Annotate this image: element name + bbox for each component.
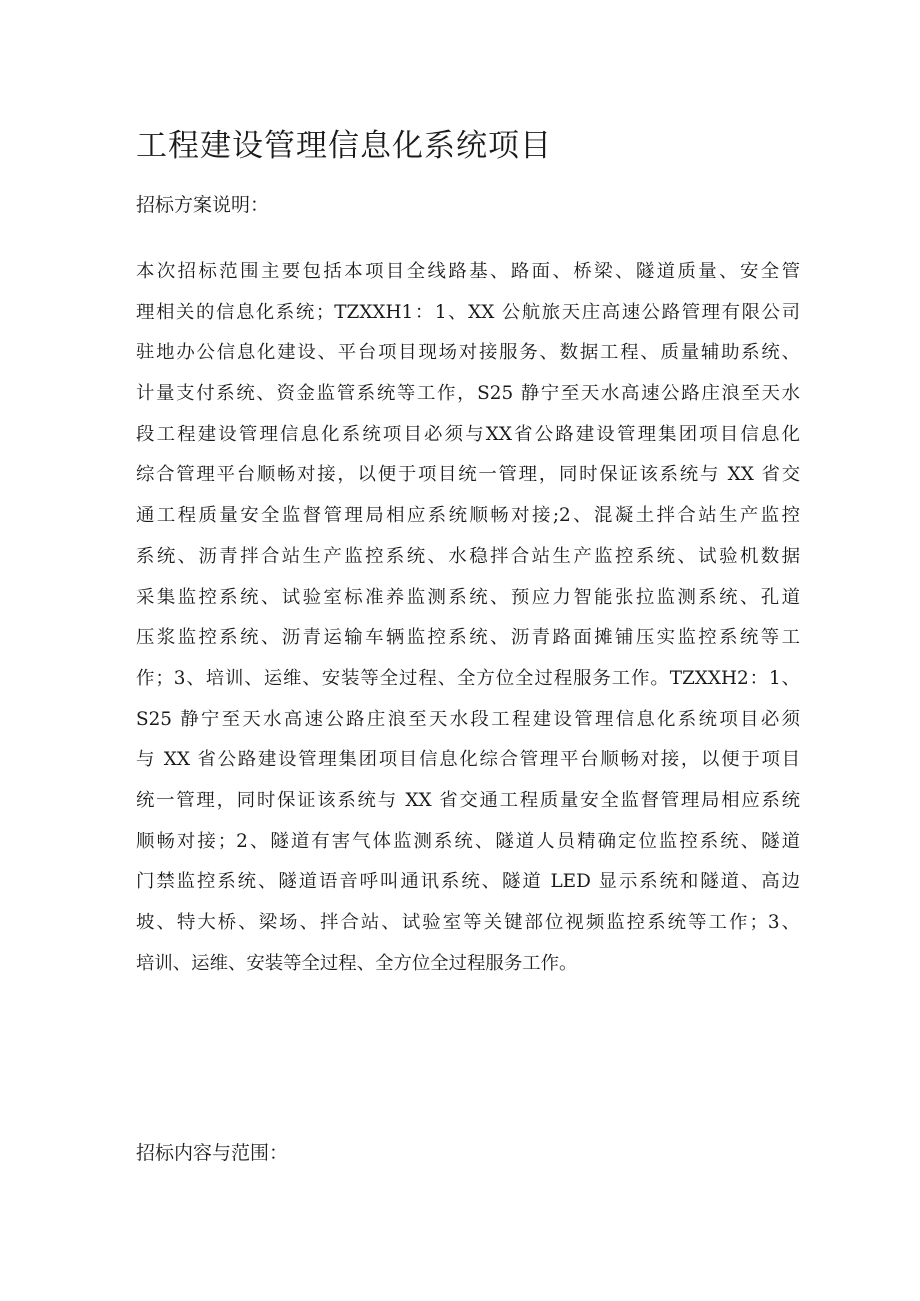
paragraph-line: 与 XX 省公路建设管理集团项目信息化综合管理平台顺畅对接，以便于项目 bbox=[136, 749, 800, 771]
paragraph-line: S25 静宁至天水高速公路庄浪至天水段工程建设管理信息化系统项目必须 bbox=[136, 708, 800, 730]
paragraph-line: 采集监控系统、试验室标准养监测系统、预应力智能张拉监测系统、孔道 bbox=[136, 586, 800, 608]
body-paragraph bbox=[136, 252, 800, 984]
paragraph-line: 计量支付系统、资金监管系统等工作，S25 静宁至天水高速公路庄浪至天水 bbox=[136, 383, 800, 405]
paragraph-line: 理相关的信息化系统；TZXXH1：1、XX 公航旅天庄高速公路管理有限公司 bbox=[136, 301, 800, 323]
paragraph-line: 培训、运维、安装等全过程、全方位全过程服务工作。 bbox=[136, 952, 578, 974]
paragraph-line: 门禁监控系统、隧道语音呼叫通讯系统、隧道 LED 显示系统和隧道、高边 bbox=[136, 871, 800, 893]
section-label-scope: 招标内容与范围： bbox=[136, 1142, 289, 1164]
paragraph-line: 综合管理平台顺畅对接，以便于项目统一管理，同时保证该系统与 XX 省交 bbox=[136, 464, 800, 486]
paragraph-line: 统一管理，同时保证该系统与 XX 省交通工程质量安全监督管理局相应系统 bbox=[136, 789, 800, 811]
paragraph-line: 段工程建设管理信息化系统项目必须与XX省公路建设管理集团项目信息化 bbox=[136, 423, 800, 445]
document-title: 工程建设管理信息化系统项目 bbox=[136, 128, 552, 164]
paragraph-line: 通工程质量安全监督管理局相应系统顺畅对接;2、混凝土拌合站生产监控 bbox=[136, 505, 800, 527]
section-label-bidding-plan: 招标方案说明： bbox=[136, 194, 270, 216]
paragraph-line: 顺畅对接；2、隧道有害气体监测系统、隧道人员精确定位监控系统、隧道 bbox=[136, 830, 800, 852]
paragraph-line: 作；3、培训、运维、安装等全过程、全方位全过程服务工作。TZXXH2：1、 bbox=[136, 667, 800, 689]
paragraph-line: 驻地办公信息化建设、平台项目现场对接服务、数据工程、质量辅助系统、 bbox=[136, 342, 800, 364]
paragraph-line: 本次招标范围主要包括本项目全线路基、路面、桥梁、隧道质量、安全管 bbox=[136, 261, 800, 282]
paragraph-line: 系统、沥青拌合站生产监控系统、水稳拌合站生产监控系统、试验机数据 bbox=[136, 545, 800, 567]
paragraph-line: 坡、特大桥、梁场、拌合站、试验室等关键部位视频监控系统等工作；3、 bbox=[136, 912, 800, 933]
paragraph-line: 压浆监控系统、沥青运输车辆监控系统、沥青路面摊铺压实监控系统等工 bbox=[136, 627, 800, 649]
